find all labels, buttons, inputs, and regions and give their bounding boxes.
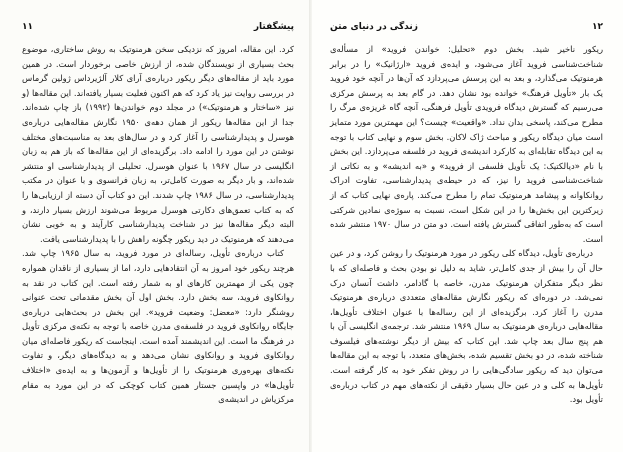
right-page-header	[330, 22, 603, 38]
left-page-header	[22, 22, 294, 38]
right-page-body	[330, 42, 603, 407]
page-number: ۱۲	[592, 22, 603, 32]
right-page	[312, 0, 623, 452]
paragraph: کتاب درباره‌ی تأویل، رساله‌ای در مورد فروید، به سال ۱۹۶۵ چاپ شد. هرچند ریکور خود امروز به آن انتقادهایی دارد، اما از بسیاری از ناقدان همواره چون یکی از مهمترین کارهای او به شمار رفته است. این کتاب در نقد به روانکاوی فروید، سه بخش دارد. بخش اول آن بخش مقدماتی تحت عنوانی روشنگر دارد: «معضل: وضعیت فروید». این بخش در بحث‌هایی درباره‌ی جایگاه روانکاوی فروید در فلسفه‌ی مدرن خاصه با توجه به نکته‌ی مرکزی تأویل در فرهنگ ما است. این اندیشمند آمده است. اینجاست که ریکور فاصله‌ای میان روانکاوی فروید و روانکاوی نشان می‌دهد و به دیدگاه‌های دیگر، و تفاوت نکته‌های بهره‌وری هرمنوتیک را از تأویل‌ها و آزمون‌ها و به ایده‌ی «اختلاف تأویل‌ها» در واپسین جستار همین کتاب کوچکی که در این مورد به مقام مرکزیاش در اندیشه‌ی	[22, 248, 294, 405]
running-title: زندگی در دنیای متن	[330, 22, 418, 32]
paragraph: ریکور ناخیر شید. بخش دوم «تحلیل: خواندن فروید» از مسأله‌ی شناخت‌شناسی فروید آغاز می‌شود، و ایده‌ی فروید «ارژانیک» را در برابر هرمنوتیک می‌گذارد، و بعد به این پرسش می‌پردازد که آن‌ها در آنچه خود فروید یک بار «تأویل فرهنگ» خوانده بود نشان دهد. در گام بعد به پرسش مرکزی می‌رسیم که گسترش دیدگاه فرویدی تأویل فرهنگی، آنچه گاه غریزه‌ی مرگ را مطرح می‌کند، پاسخی بدان نداد. «واقعیت» چیست؟ این مهمترین مورد متمایز است میان دیدگاه ریکور و مباحث ژاک لاکان. بخش سوم و نهایی کتاب با توجه به این دیدگاه تقابله‌ای به کارکرد اندیشه‌ی فروید در فلسفه می‌پردازد. این بخش با نام «دیالکتیک: یک تأویل فلسفی از فروید» و «به اندیشه» و به نکاتی از شناخت‌شناسی فروید را نیز، که در حیطه‌ی پدیدارشناسی، تفاوت ادراک روانکاوانه و پیشامد هرمنوتیک تمام را مطرح می‌کند. پاره‌ی نهایی کتاب که از زیرکترین این بخش‌ها را در این شکل است، نسبت به سوژه‌ی نمادین شرکتی است که به‌طور اتفاقی گسترش یافته است. دو متن در سال ۱۹۷۰ منتشر شده است.	[330, 44, 603, 244]
running-title: پیشگفتار	[253, 22, 294, 32]
paragraph: درباره‌ی تأویل، دیدگاه کلی ریکور در مورد هرمنوتیک را روشن کرد، و در عین حال آن را بیش از جدی کامل‌تر، شاید به دلیل نو بودن بحث و فاصله‌ای که با نظر دیگر متفکران هرمنوتیک مدرن، خاصه با گادامر، داشت آنسان درک نمی‌شد. در دوره‌ای که ریکور نگارش مقاله‌های متعددی درباره‌ی هرمنوتیک مدرن را آغاز کرد. برگزیده‌ای از این رساله‌ها با عنوان اختلاف تأویل‌ها، مقاله‌هایی درباره‌ی هرمنوتیک به سال ۱۹۶۹ منتشر شد. ترجمه‌ی انگلیسی آن با هم پنج سال بعد چاپ شد. این کتاب که بیش از دیگر نوشته‌های فیلسوف شناخته شده، در دو بخش تقسیم شده، بخش‌های متعدد، با توجه به این مقاله‌ها می‌توان دید که ریکور سادگی‌هایی را در روش تفکر خود به کار گرفته است. تأویل‌ها به کلی و در عین حال بسیار دقیقی از نکته‌های مهم در کتاب درباره‌ی تأویل بود.	[330, 248, 603, 405]
page-number: ۱۱	[22, 22, 33, 32]
left-page-body	[22, 42, 294, 407]
paragraph: کرد. این مقاله، امروز که نزدیکی سخن هرمنوتیک به روش ساختاری، موضوع بحث بسیاری از نویسندگان شده، از ارزش خاصی برخوردار است. در همین مورد باید از مقاله‌های دیگر ریکور درباره‌ی آرای کلار آلژیرداس ژولین گرماس در بررسی روایت نیز یاد کرد که هم اکنون فعلیت بسیار یافته‌اند. این مقاله‌ها (و نیز «ساختار و هرمنوتیک») در مجلد دوم خواندن‌ها (۱۹۹۲) باز چاپ شده‌اند. جدا از این مقاله‌ها ریکور از همان دهه‌ی ۱۹۵۰ نگارش مقاله‌هایی درباره‌ی هوسرل و پدیدارشناسی را آغاز کرد و در سال‌های بعد به مناسبت‌های مختلف نوشتن در این مورد را ادامه داد. برگزیده‌ای از این مقاله‌ها که باز هم به زبان انگلیسی در سال ۱۹۶۷ با عنوان هوسرل. تحلیلی از پدیدارشناسی او منتشر شده‌اند، و بار دیگر به صورت کامل‌تر، به زبان فرانسوی و با عنوان در مکتب پدیدارشناسی، در سال ۱۹۸۶ چاپ شدند. این دو کتاب آن دسته از ارزیابی‌ها را که به کتاب تعمق‌های دکارتی هوسرل مربوط می‌شوند ارزش بسیار دارند، و البته دیگر مقاله‌ها نیز در شناخت پدیدارشناسی کارآیند و به خوبی نشان می‌دهند که هرمنوتیک در دید ریکور چگونه راهش را با پدیدارشناسی یافت.	[22, 44, 294, 244]
